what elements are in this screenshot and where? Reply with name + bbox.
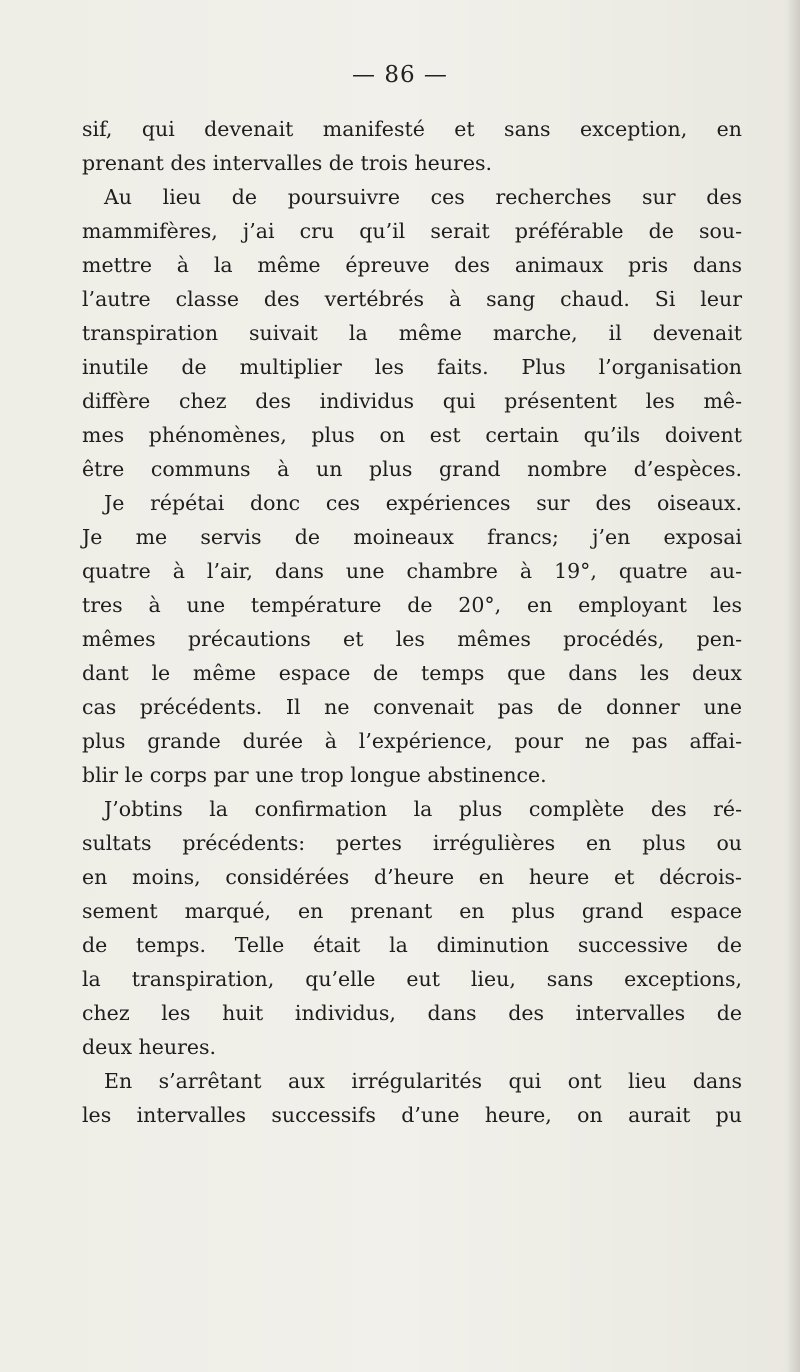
text-line: sement marqué, en prenant en plus grand espace (82, 899, 742, 923)
text-line: mêmes précautions et les mêmes procédés, pen- (82, 627, 742, 651)
text-line: diffère chez des individus qui présentent les mê- (82, 389, 742, 413)
text-line: En s’arrêtant aux irrégularités qui ont lieu dans (104, 1069, 742, 1093)
text-line: deux heures. (82, 1035, 217, 1059)
text-line: l’autre classe des vertébrés à sang chaud. Si leur (82, 287, 742, 311)
text-line: être communs à un plus grand nombre d’espèces. (82, 457, 742, 481)
text-line: en moins, considérées d’heure en heure et décrois- (82, 865, 742, 889)
text-line: sif, qui devenait manifesté et sans exception, en (82, 117, 742, 141)
text-line: plus grande durée à l’expérience, pour ne pas affai- (82, 729, 742, 753)
text-line: blir le corps par une trop longue abstinence. (82, 763, 547, 787)
body-text (82, 112, 742, 1132)
text-line: J’obtins la confirmation la plus complète des ré- (104, 797, 742, 821)
text-line: transpiration suivait la même marche, il devenait (82, 321, 742, 345)
text-line: les intervalles successifs d’une heure, on aurait pu (82, 1103, 742, 1127)
text-line: Je répétai donc ces expériences sur des oiseaux. (104, 491, 742, 515)
text-line: dant le même espace de temps que dans les deux (82, 661, 742, 685)
text-line: mes phénomènes, plus on est certain qu’ils doivent (82, 423, 742, 447)
text-line: Au lieu de poursuivre ces recherches sur des (104, 185, 742, 209)
text-line: quatre à l’air, dans une chambre à 19°, quatre au- (82, 559, 742, 583)
text-line: prenant des intervalles de trois heures. (82, 151, 492, 175)
page-edge-shadow (786, 0, 800, 1372)
text-line: la transpiration, qu’elle eut lieu, sans exceptions, (82, 967, 742, 991)
text-line: mammifères, j’ai cru qu’il serait préférable de sou- (82, 219, 742, 243)
text-line: sultats précédents: pertes irrégulières en plus ou (82, 831, 742, 855)
page-number: — 86 — (352, 62, 448, 88)
text-line: tres à une température de 20°, en employant les (82, 593, 742, 617)
text-line: cas précédents. Il ne convenait pas de donner une (82, 695, 742, 719)
text-line: mettre à la même épreuve des animaux pris dans (82, 253, 742, 277)
text-line: Je me servis de moineaux francs; j’en exposai (82, 525, 742, 549)
text-line: chez les huit individus, dans des intervalles de (82, 1001, 742, 1025)
text-line: de temps. Telle était la diminution successive de (82, 933, 742, 957)
text-line: inutile de multiplier les faits. Plus l’organisation (82, 355, 742, 379)
